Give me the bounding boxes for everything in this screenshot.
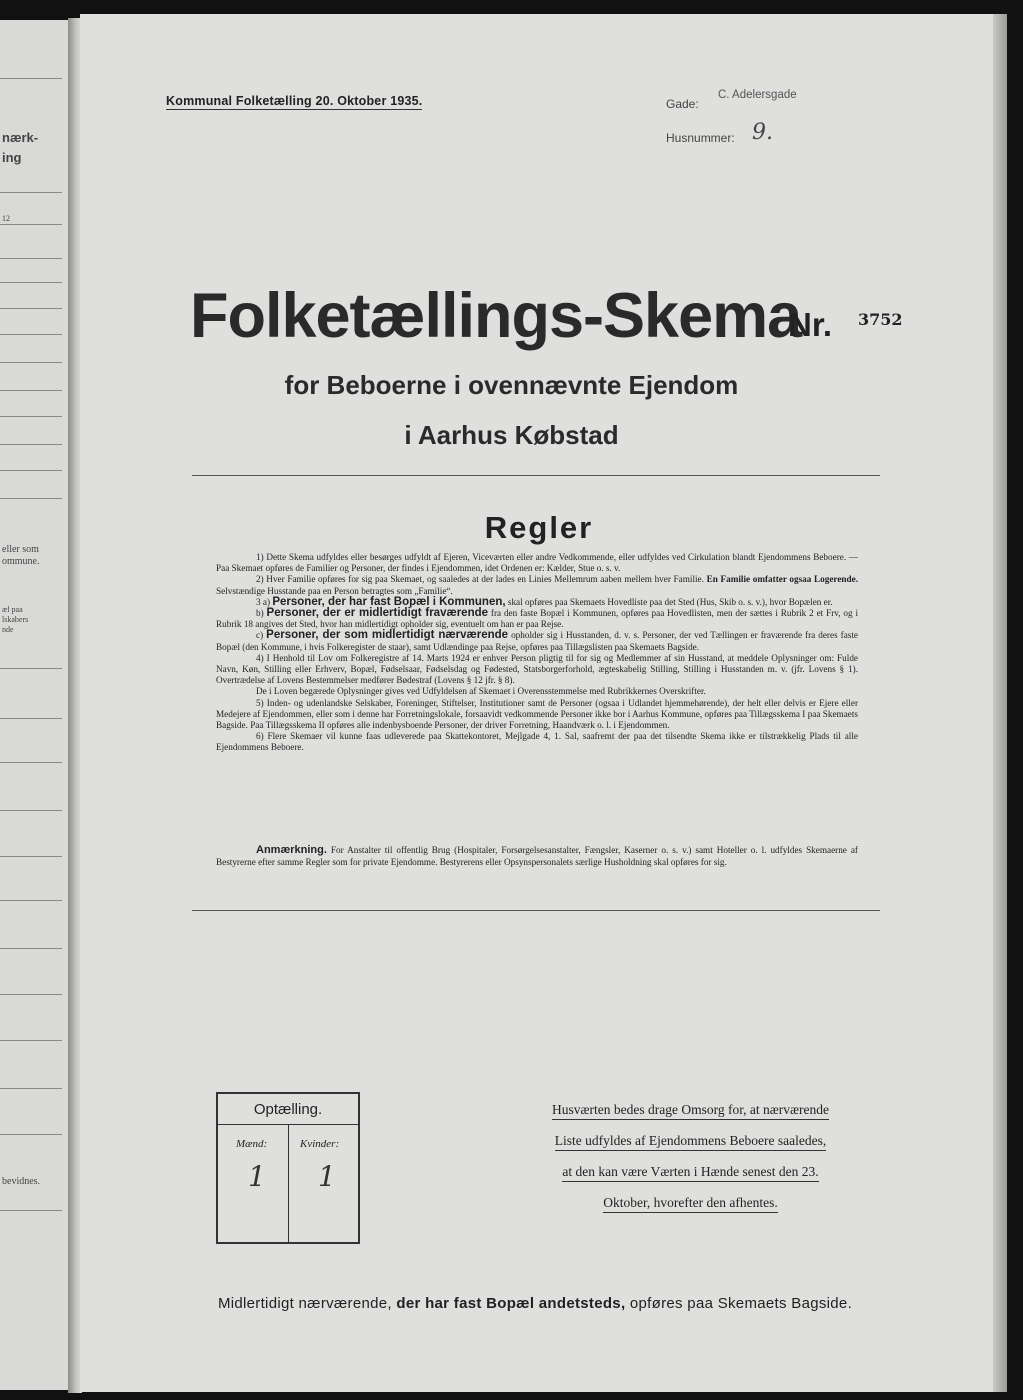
left-fragment-text: æl paa xyxy=(2,605,23,614)
rule-paragraph: 4) I Henhold til Lov om Folkeregistre af 14. Marts 1924 er enhver Person pligtig til for sig og Medlemmer af sin Husstand, at meddele Oplysninger om: Fulde Navn, Køn, Stilling eller Erhverv, Bopæl, Fødselsaar, Fødselsdag og Fødested, Statsborgerforhold, ægteskabelig Stilling, Stilling i Husstanden m. v. (jfr. Lovens § 1). Overtrædelse af Lovens Bestemmelser medfører Bødestraf (Lovens § 12 jfr. § 8). xyxy=(216,652,858,686)
divider xyxy=(192,475,880,476)
page-edge xyxy=(993,14,1007,1392)
count-box-title: Optælling. xyxy=(218,1094,358,1125)
left-fragment-text: eller som xyxy=(2,544,39,555)
rule-paragraph: 5) Inden- og udenlandske Selskaber, Foreninger, Stiftelser, Institutioner samt de Personer (ogsaa i Udlandet hjemmehørende), der helt eller delvis er Ejere eller Medejere af Ejendommen, eller som i denne har Forretningslokale, forsaavidt vedkommende Personer ikke bor i Aarhus Kommune, opføres paa Tillægsskema I paa Skemaets Bagside. Paa Tillægsskema II opføres alle indenbysboende Personer, der driver Forretning, Haandværk o. l. i Ejendommen. xyxy=(216,697,858,731)
form-number-label: Nr. xyxy=(788,306,833,343)
notice-line: Oktober, hvorefter den afhentes. xyxy=(603,1194,778,1213)
rules-text xyxy=(216,552,858,754)
divider xyxy=(0,224,62,225)
divider xyxy=(0,308,62,309)
women-label: Kvinder: xyxy=(300,1138,340,1150)
left-page-fragment xyxy=(0,20,70,1390)
divider xyxy=(0,470,62,471)
divider xyxy=(0,948,62,949)
divider xyxy=(0,718,62,719)
rule-paragraph: 3 a) Personer, der har fast Bopæl i Kommunen, skal opføres paa Skemaets Hovedliste paa det Sted (Hus, Skib o. s. v.), hvor Bopælen er. xyxy=(256,595,833,608)
divider xyxy=(0,498,62,499)
notice-line: Liste udfyldes af Ejendommens Beboere saaledes, xyxy=(555,1132,826,1151)
note-text: Anmærkning. For Anstalter til offentlig Brug (Hospitaler, Forsørgelsesanstalter, Fængsler, Kaserner o. s. v.) samt Hoteller o. l. udfyldes Skemaerne af Bestyrerne efter samme Regler som for private Ejendomme. Bestyrerens eller Opsynspersonalets særlige Husholdning skal opføres for sig. xyxy=(216,844,858,867)
form-subtitle-city: i Aarhus Købstad xyxy=(404,420,619,450)
left-fragment-text: bevidnes. xyxy=(2,1176,41,1187)
left-fragment-text: ommune. xyxy=(2,556,40,567)
divider xyxy=(0,334,62,335)
divider xyxy=(0,78,62,79)
notice-line: at den kan være Værten i Hænde senest den 23. xyxy=(562,1163,818,1182)
footer-note: Midlertidigt nærværende, der har fast Bopæl andetsteds, opføres paa Skemaets Bagside. xyxy=(217,1295,853,1312)
form-title: Folketællings-Skema xyxy=(190,281,802,351)
rule-paragraph: 1) Dette Skema udfyldes eller besørges udfyldt af Ejeren, Viceværten eller andre Vedkommende, eller udfyldes ved Cirkulation blandt Ejendommens Beboere. — Paa Skemaet opføres de Familier og Personer, der findes i Ejendommen, idet Ordenen er: Kælder, Stue o. s. v. xyxy=(216,552,858,574)
divider xyxy=(0,362,62,363)
notice-line: Husværten bedes drage Omsorg for, at nærværende xyxy=(552,1101,829,1120)
divider xyxy=(288,1124,289,1242)
divider xyxy=(0,282,62,283)
men-label: Mænd: xyxy=(236,1138,268,1150)
form-number-value: 3752 xyxy=(858,310,903,329)
rule-paragraph: c) Personer, der som midlertidigt nærværende opholder sig i Husstanden, d. v. s. Personer, der ved Tællingen er fraværende fra deres faste Bopæl (den Kommune, i hvis Folkeregister de staar), samt Udlændinge paa Rejse, opføres paa Tillægslisten paa Skemaets Bagside. xyxy=(216,629,858,652)
divider xyxy=(0,856,62,857)
divider xyxy=(0,810,62,811)
divider xyxy=(0,1134,62,1135)
rule-paragraph: b) Personer, der er midlertidigt fraværende fra den faste Bopæl i Kommunen, opføres paa Hovedlisten, men der sættes i Rubrik 2 et Frv, og i Rubrik 18 angives det Sted, hvor han midlertidigt opholder sig, eventuelt om han er paa Rejse. xyxy=(216,607,859,630)
divider xyxy=(0,668,62,669)
street-value: C. Adelersgade xyxy=(718,89,797,101)
divider xyxy=(0,900,62,901)
left-fragment-text: nde xyxy=(2,625,14,634)
rule-paragraph: 6) Flere Skemaer vil kunne faas udleverede paa Skattekontoret, Mejlgade 4, 1. Sal, saafremt der paa det tilsendte Skema ikke er tilstrækkelig Plads til alle Ejendommens Beboere. xyxy=(216,731,858,753)
divider xyxy=(0,1040,62,1041)
left-fragment-text: 12 xyxy=(2,214,10,223)
divider xyxy=(0,258,62,259)
form-subtitle: for Beboerne i ovennævnte Ejendom xyxy=(284,370,739,400)
divider xyxy=(0,762,62,763)
divider xyxy=(0,1088,62,1089)
divider xyxy=(0,192,62,193)
census-header: Kommunal Folketælling 20. Oktober 1935. xyxy=(166,94,423,108)
rule-paragraph: 2) Hver Familie opføres for sig paa Skemaet, og saaledes at der lades en Linies Mellemrum aaben mellem hver Familie. En Familie omfatter ogsaa Logerende. Selvstændige Husstande paa en Person betragtes som „Familie“. xyxy=(216,574,858,596)
left-fragment-text: ing xyxy=(2,150,22,165)
house-number-value: 9. xyxy=(752,120,773,145)
divider xyxy=(0,1210,62,1211)
rules-heading: Regler xyxy=(484,510,594,545)
divider xyxy=(192,910,880,911)
count-box xyxy=(216,1092,360,1244)
men-count: 1 xyxy=(248,1160,266,1193)
rule-paragraph: De i Loven begærede Oplysninger gives ved Udfyldelsen af Skemaet i Overensstemmelse med Rubrikkernes Overskrifter. xyxy=(256,686,706,697)
women-count: 1 xyxy=(318,1160,336,1193)
left-fragment-text: lskabers xyxy=(2,615,29,624)
house-number-label: Husnummer: xyxy=(666,131,735,145)
divider xyxy=(0,416,62,417)
landlord-notice xyxy=(518,1097,863,1221)
street-label: Gade: xyxy=(666,97,699,111)
note-label: Anmærkning. xyxy=(256,844,327,856)
left-fragment-text: nærk- xyxy=(2,130,39,145)
divider xyxy=(0,994,62,995)
